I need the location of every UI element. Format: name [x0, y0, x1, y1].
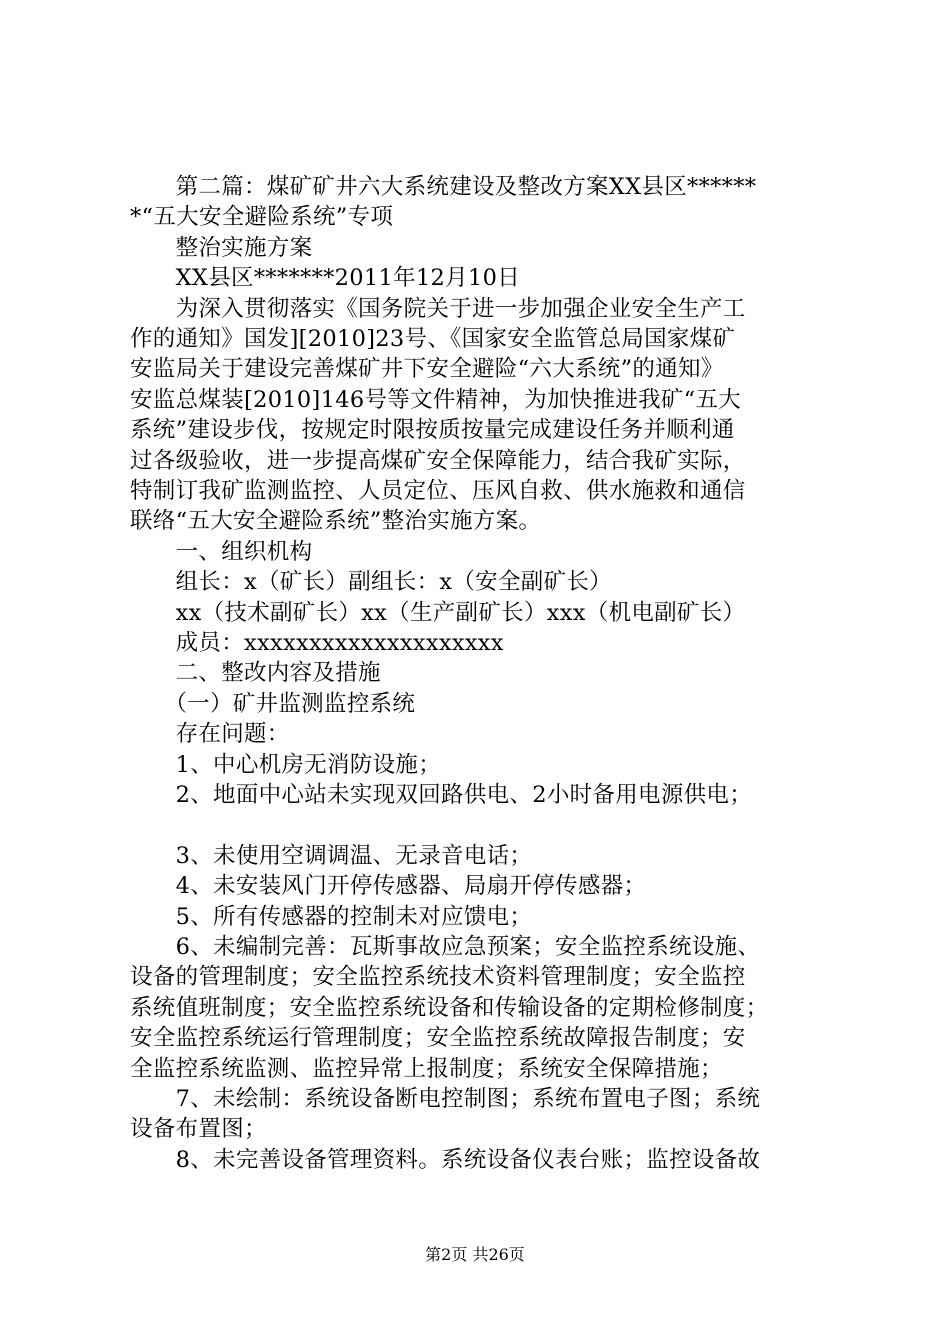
document-line: 组长：x（矿长）副组长：x（安全副矿长）	[130, 569, 612, 596]
document-line: （一）矿井监测监控系统	[130, 690, 416, 717]
document-line: 过各级验收，进一步提高煤矿安全保障能力，结合我矿实际，	[130, 447, 746, 474]
document-line: 二、整改内容及措施	[130, 660, 381, 687]
document-line: 第二篇：煤矿矿井六大系统建设及整改方案XX县区******	[130, 174, 757, 200]
document-line: 4、未安装风门开停传感器、局扇开停传感器；	[130, 873, 647, 900]
page-footer: 第2页 共26页	[425, 1245, 525, 1264]
document-line: 全监控系统监测、监控异常上报制度；系统安全保障措施；	[130, 1055, 723, 1082]
document-line: 作的通知》国发][2010]23号、《国家安全监管总局国家煤矿	[130, 326, 736, 352]
document-line: 7、未绘制：系统设备断电控制图；系统布置电子图；系统	[130, 1086, 761, 1112]
document-line: 8、未完善设备管理资料。系统设备仪表台账；监控设备故	[130, 1146, 761, 1173]
document-line: 为深入贯彻落实《国务院关于进一步加强企业安全生产工	[130, 295, 746, 322]
document-line: 特制订我矿监测监控、人员定位、压风自救、供水施救和通信	[130, 478, 746, 504]
document-line: xx（技术副矿长）xx（生产副矿长）xxx（机电副矿长）	[130, 599, 746, 626]
document-line: 2、地面中心站未实现双回路供电、2小时备用电源供电；	[130, 782, 753, 808]
document-line: 整治实施方案	[130, 234, 313, 261]
document-line: 系统值班制度；安全监控系统设备和传输设备的定期检修制度；	[130, 994, 769, 1021]
document-line: 3、未使用空调调温、无录音电话；	[130, 842, 533, 869]
document-line: 设备布置图；	[130, 1116, 267, 1143]
document-line: 成员：xxxxxxxxxxxxxxxxxxxx	[130, 630, 504, 656]
document-line: 联络“五大安全避险系统”整治实施方案。	[130, 508, 542, 535]
document-line: XX县区*******2011年12月10日	[130, 265, 521, 292]
document-line: 安全监控系统运行管理制度；安全监控系统故障报告制度；安	[130, 1025, 746, 1052]
document-line: 设备的管理制度；安全监控系统技术资料管理制度；安全监控	[130, 964, 746, 991]
document-line: 安监总煤装[2010]146号等文件精神，为加快推进我矿“五大	[130, 386, 742, 413]
document-line: 系统”建设步伐，按规定时限按质按量完成建设任务并顺利通	[130, 417, 735, 444]
document-line: *“五大安全避险系统”专项	[130, 204, 394, 231]
document-line: 一、组织机构	[130, 538, 313, 565]
document-line: 1、中心机房无消防设施；	[130, 751, 442, 778]
document-line: 5、所有传感器的控制未对应馈电；	[130, 903, 533, 930]
document-line: 安监局关于建设完善煤矿井下安全避险“六大系统”的通知》	[130, 356, 724, 383]
document-line: 存在问题：	[130, 721, 290, 748]
document-line: 6、未编制完善：瓦斯事故应急预案；安全监控系统设施、	[130, 934, 761, 960]
